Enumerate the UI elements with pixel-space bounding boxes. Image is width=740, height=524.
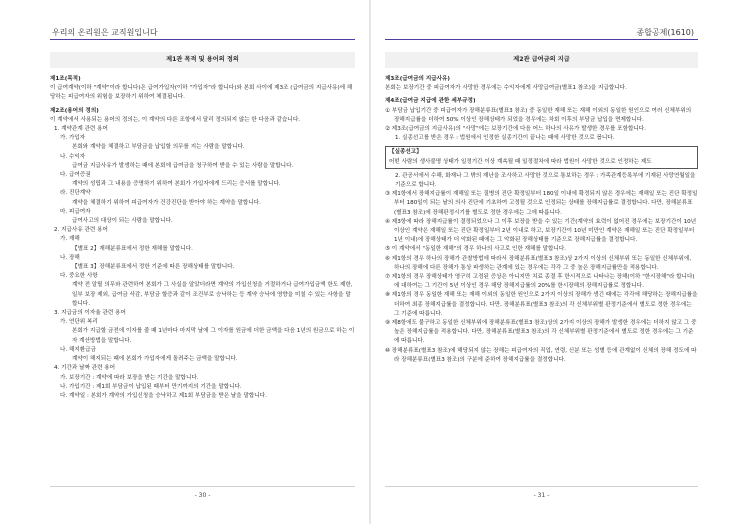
list-item: 라. 진단계약 <box>60 190 91 197</box>
paragraph: ② 제3조(급여금의 지급사유)의 "사망"에는 보장기간에 다음 어느 하나의 사유가 발생한 경우를 포함합니다. <box>385 126 646 133</box>
list-item-text: 본회가 지급할 금전에 이자를 줄 때 1년마다 마지막 날에 그 이자를 원금에 더한 금액을 다음 1년의 원금으로 하는 이자 계산방법을 말합니다. <box>72 328 355 344</box>
article-heading: 제1조(목적) <box>50 76 81 82</box>
paragraph: ⑩ 장해분류표(별표3 참조)에 해당되지 않는 장해는 피급여자의 직업, 연령, 신분 또는 성별 등에 관계없이 신체의 장해 정도에 따라 장해분류표(별표3 참조)의 구분에 준하여 장해지급률을 결정합니다. <box>385 347 697 363</box>
page-number: - 30 - <box>194 492 211 499</box>
list-item: 2. 관공서에서 수해, 화재나 그 밖의 재난을 조사하고 사망한 것으로 통보하는 경우 : 가족관계등록부에 기재된 사망연월일을 기준으로 합니다. <box>395 172 696 189</box>
footer-rule <box>50 486 355 487</box>
header-rule <box>50 39 355 40</box>
list-item: 가. 연단위 복리 <box>60 319 98 326</box>
list-item: 다. 계약일 : 본회가 계약의 가입신청을 승낙하고 제1회 부담금을 받은 날을 말합니다. <box>60 392 267 399</box>
paragraph: ⑥ 제1항의 경우 하나의 장해가 관찰방법에 따라서 장해분류표(별표3 참조)상 2가지 이상의 신체부위 또는 동일한 신체부위에, 하나의 장해에 다른 장해가 통상 파생하는 관계에 있는 경우에는 각각 그 중 높은 장해지급률만을 적용합니다. <box>385 255 692 271</box>
definition-box-title: 【실종선고】 <box>389 149 422 156</box>
right-page <box>370 0 740 524</box>
list-item: 1. 실종선고를 받은 경우 : 법원에서 인정한 실종기간이 끝나는 때에 사망한 것으로 봅니다. <box>395 135 615 142</box>
page-body <box>385 75 698 365</box>
list-item: 다. 중요한 사항 <box>60 273 98 280</box>
list-item-text: 【별표 2】재해분류표에서 정한 재해를 말합니다. <box>72 245 193 252</box>
list-item-text: 계약이 해지되는 때에 본회가 가입자에게 돌려주는 금액을 말합니다. <box>72 356 238 363</box>
article-text: 본회는 보장기간 중 피급여자가 사망한 경우에는 수익자에게 사망급여금(별표1 참조)을 지급합니다. <box>385 85 627 92</box>
page-header-title: 종합공제(1610) <box>636 28 694 37</box>
list-item: 다. 급여증권 <box>60 172 91 179</box>
list-item-text: 급여사고의 대상이 되는 사람을 말합니다. <box>72 218 173 225</box>
list-item: 가. 보장기간 : 계약에 따라 보장을 받는 기간을 말합니다. <box>60 374 199 381</box>
page-number: - 31 - <box>533 492 550 499</box>
list-item: 가. 재해 <box>60 236 80 243</box>
paragraph: ① 부담금 납입기간 중 피급여자가 장해분류표(별표3 참조) 중 동일한 재해 또는 재해 이외의 동일한 원인으로 여러 신체부위의 장해지급률을 더하여 50% 이상인 장해상태가 되었을 경우에는 차회 이후의 부담금 납입을 면제합니다. <box>385 107 692 123</box>
header-rule <box>385 39 698 40</box>
paragraph: ⑤ 이 계약에서 "동일한 재해"의 경우 하나의 사고로 인한 재해를 말합니다. <box>385 246 567 253</box>
page-header-title: 우리의 온리원은 교직원입니다 <box>52 28 158 37</box>
article-text: 이 급여계약(이하 "계약"이라 합니다)은 급여가입자(이하 "가입자"라 합니다)와 본회 사이에 제3조 (급여금의 지급사유)에 해당하는 피급여자의 위험을 보장하기 위하여 체결됩니다. <box>50 85 353 101</box>
list-item-text: 본회와 계약을 체결하고 부담금을 납입할 의무를 지는 사람을 말합니다. <box>72 144 245 151</box>
list-item: 4. 기간과 날짜 관련 용어 <box>54 365 116 372</box>
paragraph: ③ 제1항에서 장해지급률이 재해일 또는 질병의 진단 확정일부터 180일 이내에 확정되지 않은 경우에는 재해일 또는 진단 확정일부터 180일이 되는 날의 의사 진단에 기초하여 고정될 것으로 인정되는 상태를 장해지급률로 결정합니다. 다만, 장해분류표(별표3 참조)에 장해판정시기를 별도로 정한 경우에는 그에 따릅니다. <box>385 191 698 216</box>
list-item-text: 계약 전 알릴 의무와 관련하여 본회가 그 사실을 알았더라면 계약의 가입신청을 거절하거나 급여가입금액 한도 제한, 일부 보장 제외, 급여금 삭감, 부담금 할증과 같이 조건부로 승낙하는 등 계약 승낙에 영향을 미칠 수 있는 사항을 말합니다. <box>72 282 353 307</box>
definition-box-text: 어떤 사람의 생사불명 상태가 일정기간 이상 계속될 때 일정절차에 따라 법원이 사망한 것으로 인정하는 제도 <box>389 158 652 165</box>
article-heading: 제2조(용어의 정의) <box>50 107 99 114</box>
list-item: 나. 수익자 <box>60 153 86 160</box>
list-item-text: 계약을 체결하기 위하여 피급여자가 건강진단을 받아야 하는 계약을 말합니다. <box>72 199 261 206</box>
paragraph: ⑦ 제1항의 경우 장해상태가 영구히 고정된 증상은 아니지만 치료 종결 후 한시적으로 나타나는 장해(이하 "한시장해"라 합니다)에 대하여는 그 기간이 5년 이상인 경우 해당 장해지급률의 20%를 한시장해의 장해지급률로 정합니다. <box>385 274 695 290</box>
definition-box <box>385 146 698 168</box>
list-item: 3. 지급금의 이자율 관련 용어 <box>54 310 126 317</box>
list-item: 나. 해지환급금 <box>60 346 96 353</box>
section-band-title: 제1관 목적 및 용어의 정의 <box>50 52 355 68</box>
article-heading: 제3조(급여금의 지급사유) <box>385 76 450 82</box>
section-band-title: 제2관 급여금의 지급 <box>385 52 698 68</box>
paragraph: ⑧ 제1항의 경우 동일한 재해 또는 재해 이외의 동일한 원인으로 2가지 이상의 장해가 생긴 때에는 각각에 해당하는 장해지급률을 더하여 최종 장해지급률을 결정합니다. 다만, 장해분류표(별표3 참조)의 각 신체부위별 판정기준에서 별도로 정한 경우에는 그 기준에 따릅니다. <box>385 292 698 317</box>
list-item: 2. 지급사유 관련 용어 <box>54 227 108 234</box>
article-text: 이 계약에서 사용되는 용어의 정의는, 이 계약의 다른 조항에서 달리 정의되지 않는 한 다음과 같습니다. <box>50 116 300 123</box>
footer-rule <box>385 486 698 487</box>
paragraph: ⑨ 제8항에도 불구하고 동일한 신체부위에 장해분류표(별표3 참조)상의 2가지 이상의 장해가 발생한 경우에는 더하지 않고 그 중 높은 장해지급률을 적용합니다. 다만, 장해분류표(별표3 참조)의 각 신체부위별 판정기준에서 별도로 정한 경우에는 그 기준에 따릅니다. <box>385 320 697 345</box>
list-item-text: 급여금 지급사유가 발생하는 때에 본회에 급여금을 청구하여 받을 수 있는 사람을 말합니다. <box>72 162 294 169</box>
list-item: 가. 가입자 <box>60 135 86 142</box>
list-item: 마. 피급여자 <box>60 208 91 215</box>
list-item: 나. 가입기간 : 제1회 부담금이 납입된 때부터 만기까지의 기간을 말합니다. <box>60 383 242 390</box>
list-item-text: 【별표 3】장해분류표에서 정한 기준에 따른 장해상태를 말합니다. <box>72 264 235 271</box>
page-body <box>50 75 355 401</box>
list-item: 나. 장해 <box>60 254 80 261</box>
article-heading: 제4조(급여금 지급에 관한 세부규정) <box>385 98 476 105</box>
list-item: 1. 계약관계 관련 용어 <box>54 126 108 133</box>
list-item-text: 계약의 성립과 그 내용을 증명하기 위하여 본회가 가입자에게 드리는 증서를 말합니다. <box>72 181 281 188</box>
paragraph: ④ 제3항에 따라 장해지급률이 결정되었으나 그 이후 보장을 받을 수 있는 기간(계약의 효력이 없어진 경우에는 보장기간이 10년 이상인 계약은 재해일 또는 진단 확정일부터 2년 이내로 하고, 보장기간이 10년 미만인 계약은 재해일 또는 진단 확정일부터 1년 이내)에 장해상태가 더 악화된 때에는 그 악화된 장해상태를 기준으로 장해지급률을 결정합니다. <box>385 218 697 244</box>
